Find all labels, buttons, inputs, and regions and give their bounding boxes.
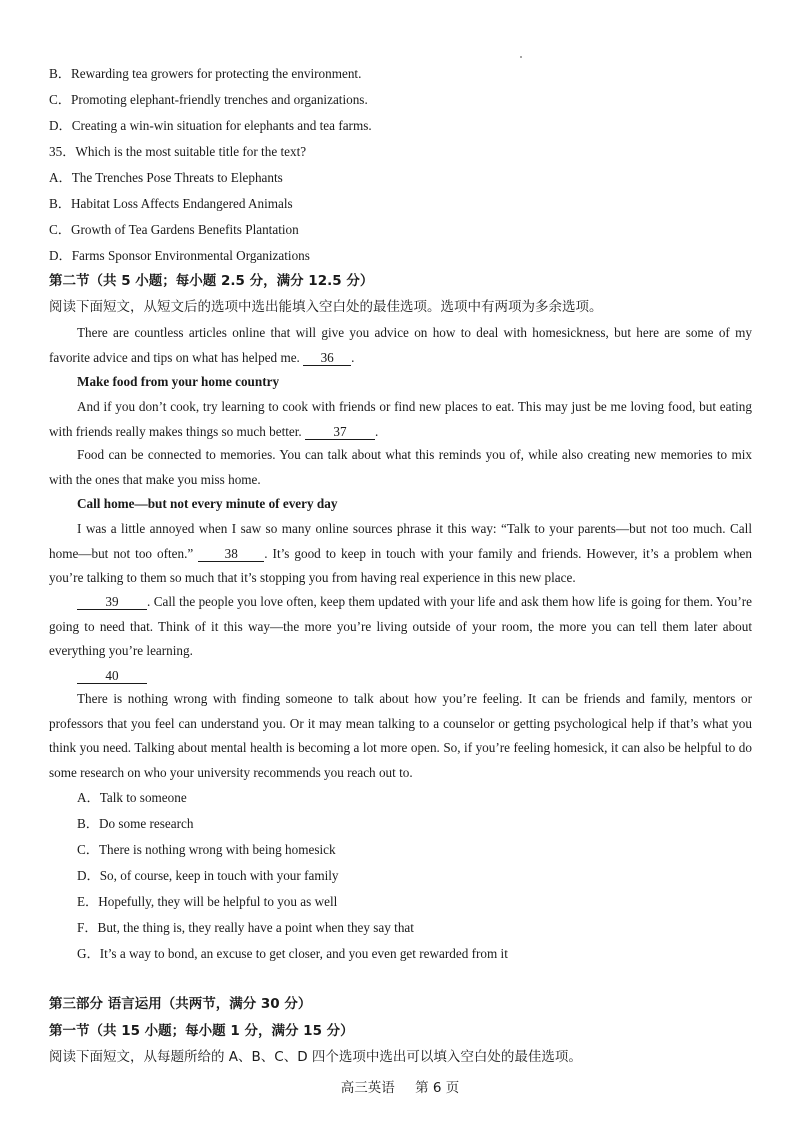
footer-page-number: 第 6 页 [415,1080,460,1096]
paragraph-4-text-before: I was a little annoyed when I saw so many online sources phrase it this way: “Talk to your parents—but not too much. Call home—but not too often.” [49,521,752,561]
choice-e: E．Hopefully, they will be helpful to you as well [77,894,338,909]
passage-paragraph-1: There are countless articles online that will give you advice on how to deal with homesickness, but here are some of my favorite advice and tips on what has helped me. 36 . [49,325,752,365]
blank-37: 37 [305,424,375,440]
part-3-instruction: 阅读下面短文，从每题所给的 A、B、C、D 四个选项中选出可以填入空白处的最佳选项。 [49,1049,582,1065]
passage-paragraph-4 [49,517,752,591]
choice-c: C．There is nothing wrong with being homesick [77,842,336,857]
footer-subject: 高三英语 [340,1080,395,1096]
choice-g: G．It’s a way to bond, an excuse to get closer, and you even get rewarded from it [77,946,508,961]
blank-40: 40 [77,668,147,684]
part-3-sub-heading: 第一节（共 15 小题；每小题 1 分，满分 15 分） [49,1023,354,1039]
choice-f: F．But, the thing is, they really have a point when they say that [77,920,414,935]
prev-option-b: B．Rewarding tea growers for protecting the environment. [49,66,362,81]
scan-dot [520,56,522,58]
question-35-option-d: D．Farms Sponsor Environmental Organizations [49,248,310,263]
part-3-heading: 第三部分 语言运用（共两节，满分 30 分） [49,996,312,1012]
page-footer [0,1076,800,1096]
passage-paragraph-2: And if you don’t cook, try learning to cook with friends or find new places to eat. This may just be me loving food, but eating with friends really makes things so much better. 37 . [49,399,752,439]
passage-paragraph-5 [49,590,752,664]
blank-36: 36 [303,350,351,366]
section-2-instruction: 阅读下面短文，从短文后的选项中选出能填入空白处的最佳选项。选项中有两项为多余选项。 [49,299,603,315]
question-35-option-a: A．The Trenches Pose Threats to Elephants [49,170,283,185]
blank-38: 38 [198,546,264,562]
passage-paragraph-3: Food can be connected to memories. You can talk about what this reminds you of, while also creating new memories to mix with the ones that make you miss home. [49,447,752,487]
question-35-option-c: C．Growth of Tea Gardens Benefits Plantation [49,222,299,237]
choice-b: B．Do some research [77,816,194,831]
blank-39: 39 [77,594,147,610]
paragraph-1-text: There are countless articles online that will give you advice on how to deal with homesickness, but here are some of my favorite advice and tips on what has helped me. [49,325,752,365]
blank-40-line [77,667,147,685]
prev-option-c: C．Promoting elephant-friendly trenches and organizations. [49,92,368,107]
choice-d: D．So, of course, keep in touch with your family [77,868,339,883]
subheading-make-food: Make food from your home country [77,374,280,389]
passage-paragraph-6: There is nothing wrong with finding someone to talk about how you’re feeling. It can be friends and family, mentors or professors that you feel can understand you. Or it may mean talking to a counselor or getting psychological help if that’s what you think you need. Talking about mental health is becoming a lot more open. So, if you’re feeling homesick, it can also be helpful to do some research on who your university recommends you reach out to. [49,691,752,780]
paragraph-4-text-after: . It’s good to keep in touch with your family and friends. However, it’s a problem when you’re talking to them so much that it’s stopping you from having real experience in this new place. [49,545,752,586]
choice-a: A．Talk to someone [77,790,187,805]
section-2-heading: 第二节（共 5 小题；每小题 2.5 分，满分 12.5 分） [49,273,374,289]
paragraph-5-text-after: . Call the people you love often, keep them updated with your life and ask them how life is going for them. You’re going to need that. Think of it this way—the more you’re living outside of your room, the more you can tell them later about everything you’re learning. [49,594,752,659]
subheading-call-home: Call home—but not every minute of every day [77,496,338,511]
question-35-stem: 35．Which is the most suitable title for the text? [49,144,307,159]
prev-option-d: D．Creating a win-win situation for elephants and tea farms. [49,118,372,133]
question-35-option-b: B．Habitat Loss Affects Endangered Animals [49,196,293,211]
paragraph-2-text: And if you don’t cook, try learning to cook with friends or find new places to eat. This may just be me loving food, but eating with friends really makes things so much better. [49,399,752,439]
